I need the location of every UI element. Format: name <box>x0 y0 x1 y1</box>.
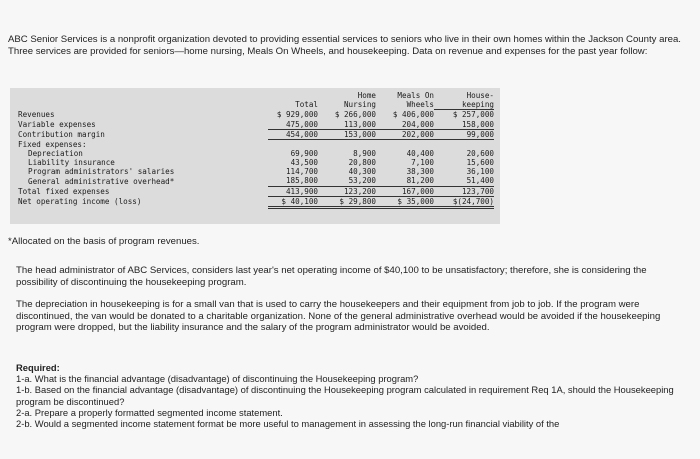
requirement-1b: 1-b. Based on the financial advantage (disadvantage) of discontinuing the Housekeeping program calculated in requirement Req 1A, should the Housekeeping program be discontinued? <box>16 384 674 407</box>
table-row: Total fixed expenses 413,900 123,200 167,000 123,700 <box>18 186 494 196</box>
table-header-row <box>18 91 494 110</box>
header-housekeeping: House- keeping <box>434 91 494 110</box>
footnote: *Allocated on the basis of program revenues. <box>8 236 200 247</box>
requirement-2b: 2-b. Would a segmented income statement format be more useful to management in assessing the long-run financial viability of the <box>16 418 560 430</box>
header-meals-on-wheels: Meals On Wheels <box>397 91 434 110</box>
income-statement-table <box>18 91 494 209</box>
required-heading: Required: <box>16 362 60 373</box>
table-row: Revenues $ 929,000 $ 266,000 $ 406,000 $ 257,000 <box>18 110 494 120</box>
table-row: Program administrators' salaries 114,700 40,300 38,300 36,100 <box>28 167 494 177</box>
table-row: Contribution margin 454,000 153,000 202,000 99,000 <box>18 129 494 139</box>
head-administrator-paragraph: The head administrator of ABC Services, considers last year's net operating income of $40,100 to be unsatisfactory; therefore, she is considering the possibility of discontinuing the housekeeping program. <box>16 265 647 288</box>
header-total: Total <box>295 100 318 110</box>
table-row: General administrative overhead* 185,800 53,200 81,200 51,400 <box>28 176 494 186</box>
intro-paragraph: ABC Senior Services is a nonprofit organization devoted to providing essential services to seniors who live in their own homes within the Jackson County area. Three services are provided for seniors—home nursing, Meals On Wheels, and housekeeping. Data on revenue and expenses for the past year follow: <box>8 34 681 57</box>
table-row: Liability insurance 43,500 20,800 7,100 15,600 <box>28 157 494 167</box>
requirement-1a: 1-a. What is the financial advantage (disadvantage) of discontinuing the Housekeeping program? <box>16 373 419 385</box>
header-home-nursing: Home Nursing <box>343 91 376 110</box>
table-row: Depreciation 69,900 8,900 40,400 20,600 <box>28 148 494 158</box>
required-section <box>16 362 686 429</box>
depreciation-paragraph: The depreciation in housekeeping is for a small van that is used to carry the housekeepers and their equipment from job to job. If the program were discontinued, the van would be donated to a charitable organization. None of the general administrative overhead would be avoided if the housekeeping program were dropped, but the liability insurance and the salary of the program administrator would be avoided. <box>16 299 661 333</box>
financial-table-panel <box>10 88 500 224</box>
table-row: Fixed expenses: <box>18 139 87 149</box>
table-row: Variable expenses 475,000 113,000 204,000 158,000 <box>18 119 494 129</box>
table-row: Net operating income (loss) $ 40,100 $ 29,800 $ 35,000 $(24,700) <box>18 196 494 207</box>
requirement-2a: 2-a. Prepare a properly formatted segmented income statement. <box>16 406 283 418</box>
